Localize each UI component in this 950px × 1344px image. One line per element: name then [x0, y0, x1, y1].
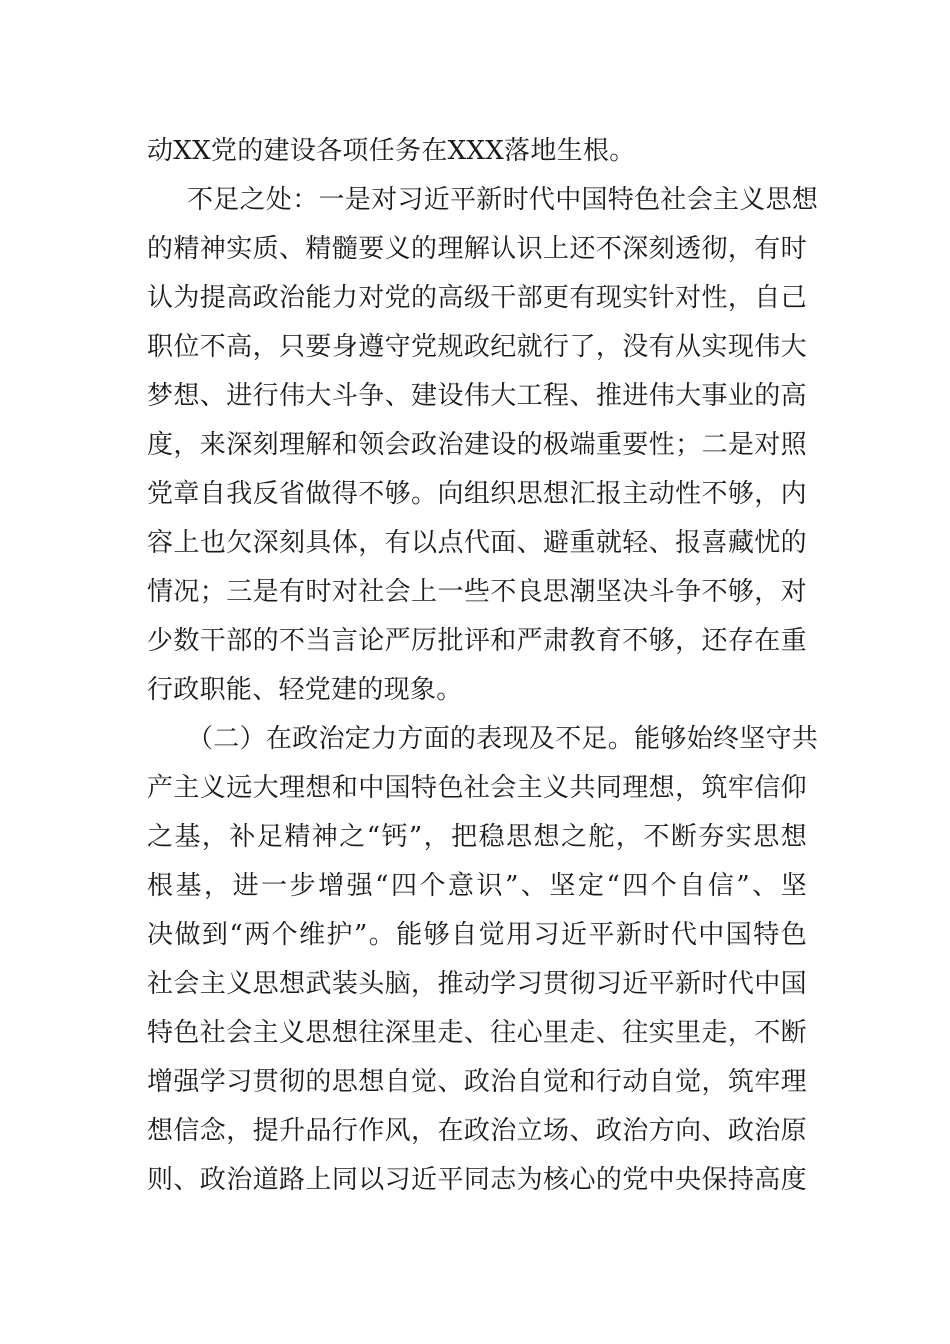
text-line-10: 情况；三是有时对社会上一些不良思潮坚决斗争不够，对 — [147, 577, 807, 607]
text-line-14: 产主义远大理想和中国特色社会主义共同理想，筑牢信仰 — [147, 773, 807, 803]
text-line-21: 想信念，提升品行作风，在政治立场、政治方向、政治原 — [147, 1116, 807, 1146]
text-line-3: 的精神实质、精髓要义的理解认识上还不深刻透彻，有时 — [147, 234, 807, 264]
text-line-5: 职位不高，只要身遵守党规政纪就行了，没有从实现伟大 — [147, 332, 807, 362]
text-line-13: （二）在政治定力方面的表现及不足。能够始终坚守共 — [187, 724, 819, 754]
text-line-12: 行政职能、轻党建的现象。 — [147, 675, 463, 705]
text-line-15: 之基，补足精神之“钙”，把稳思想之舵，不断夯实思想 — [147, 822, 807, 852]
text-line-22: 则、政治道路上同以习近平同志为核心的党中央保持高度 — [147, 1165, 807, 1195]
text-line-8: 党章自我反省做得不够。向组织思想汇报主动性不够，内 — [147, 479, 807, 509]
text-line-2: 不足之处：一是对习近平新时代中国特色社会主义思想 — [187, 185, 819, 215]
text-line-18: 社会主义思想武装头脑，推动学习贯彻习近平新时代中国 — [147, 969, 807, 999]
text-line-4: 认为提高政治能力对党的高级干部更有现实针对性，自己 — [147, 283, 807, 313]
text-line-9: 容上也欠深刻具体，有以点代面、避重就轻、报喜藏忧的 — [147, 528, 807, 558]
text-line-11: 少数干部的不当言论严厉批评和严肃教育不够，还存在重 — [147, 626, 807, 656]
text-line-7: 度，来深刻理解和领会政治建设的极端重要性；二是对照 — [147, 430, 807, 460]
text-line-16: 根基，进一步增强“四个意识”、坚定“四个自信”、坚 — [147, 871, 807, 901]
text-line-20: 增强学习贯彻的思想自觉、政治自觉和行动自觉，筑牢理 — [147, 1067, 807, 1097]
text-line-17: 决做到“两个维护”。能够自觉用习近平新时代中国特色 — [147, 920, 807, 950]
text-line-19: 特色社会主义思想往深里走、往心里走、往实里走，不断 — [147, 1018, 807, 1048]
text-line-1: 动XX党的建设各项任务在XXX落地生根。 — [147, 136, 636, 166]
text-line-6: 梦想、进行伟大斗争、建设伟大工程、推进伟大事业的高 — [147, 381, 807, 411]
